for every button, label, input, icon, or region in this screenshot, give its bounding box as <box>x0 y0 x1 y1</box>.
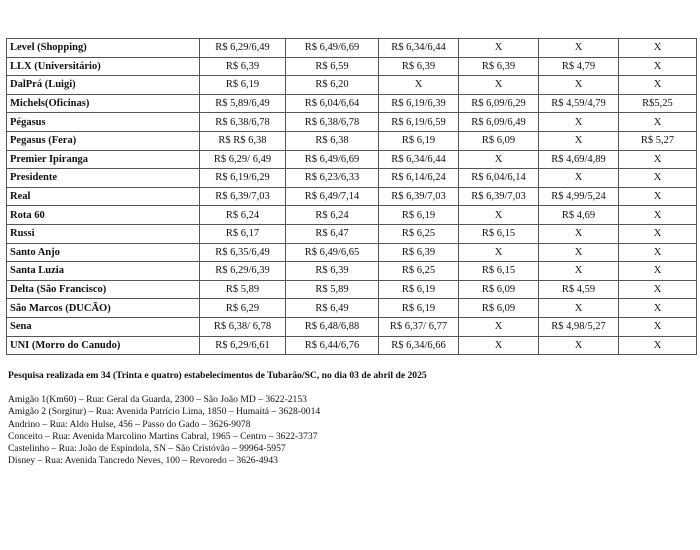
price-cell: R$ 6,34/6,44 <box>379 150 459 169</box>
station-name: São Marcos (DUCÃO) <box>7 299 200 318</box>
price-cell: X <box>459 243 539 262</box>
price-cell: R$ 4,59 <box>539 280 619 299</box>
table-row <box>7 317 697 336</box>
price-cell: R$ 6,49 <box>286 299 379 318</box>
price-cell: R$ 6,44/6,76 <box>286 336 379 355</box>
price-cell: X <box>459 39 539 58</box>
price-cell: R$ 6,47 <box>286 224 379 243</box>
price-cell: R$ 4,59/4,79 <box>539 94 619 113</box>
price-cell: R$ 5,89 <box>200 280 286 299</box>
price-cell: R$ 6,25 <box>379 262 459 281</box>
price-cell: R$ 6,19 <box>379 299 459 318</box>
price-cell: R$ 6,19 <box>200 76 286 95</box>
price-cell: R$ 6,14/6,24 <box>379 169 459 188</box>
price-cell: X <box>539 39 619 58</box>
station-name: Delta (São Francisco) <box>7 280 200 299</box>
price-cell: R$ 6,19 <box>379 206 459 225</box>
price-cell: X <box>619 150 697 169</box>
price-table <box>6 38 697 355</box>
table-row <box>7 299 697 318</box>
price-cell: R$ 6,19/6,59 <box>379 113 459 132</box>
address-line: Amigão 1(Km60) – Rua: Geral da Guarda, 2300 – São João MD – 3622-2153 <box>8 394 307 405</box>
price-cell: R$ 6,39/7,03 <box>200 187 286 206</box>
price-cell: R$ 6,09 <box>459 280 539 299</box>
station-name: Michels(Oficinas) <box>7 94 200 113</box>
table-row <box>7 280 697 299</box>
table-row <box>7 131 697 150</box>
station-name: UNI (Morro do Canudo) <box>7 336 200 355</box>
station-name: Santa Luzia <box>7 262 200 281</box>
price-cell: X <box>539 262 619 281</box>
price-cell: X <box>619 169 697 188</box>
price-cell: R$ 6,17 <box>200 224 286 243</box>
price-cell: R$ 6,38/ 6,78 <box>200 317 286 336</box>
price-cell: R$ 6,09 <box>459 299 539 318</box>
table-row <box>7 39 697 58</box>
station-name: Premier Ipiranga <box>7 150 200 169</box>
price-cell: X <box>539 169 619 188</box>
price-cell: X <box>619 113 697 132</box>
price-cell: R$ 6,24 <box>200 206 286 225</box>
price-cell: R$ 6,49/6,69 <box>286 150 379 169</box>
price-cell: X <box>459 336 539 355</box>
price-cell: R$ 6,25 <box>379 224 459 243</box>
station-name: Presidente <box>7 169 200 188</box>
price-cell: R$ 6,09 <box>459 131 539 150</box>
address-line: Amigão 2 (Sorgitur) – Rua: Avenida Patrício Lima, 1850 – Humaitá – 3628-0014 <box>8 406 321 418</box>
station-name: Sena <box>7 317 200 336</box>
price-cell: R$ 6,19 <box>379 280 459 299</box>
price-cell: X <box>619 336 697 355</box>
price-cell: R$ 5,89/6,49 <box>200 94 286 113</box>
price-cell: X <box>619 299 697 318</box>
price-cell: R$ 6,39 <box>200 57 286 76</box>
price-cell: R$ 6,39 <box>286 262 379 281</box>
price-cell: X <box>539 131 619 150</box>
station-name: DalPrá (Luigi) <box>7 76 200 95</box>
price-cell: X <box>459 76 539 95</box>
price-cell: R$ 6,39/7,03 <box>379 187 459 206</box>
price-cell: X <box>539 113 619 132</box>
price-cell: R$ 6,04/6,64 <box>286 94 379 113</box>
price-cell: R$ 6,35/6,49 <box>200 243 286 262</box>
price-cell: R$ 5,89 <box>286 280 379 299</box>
price-cell: R$ 6,49/6,65 <box>286 243 379 262</box>
price-cell: X <box>619 262 697 281</box>
station-name: Santo Anjo <box>7 243 200 262</box>
price-cell: R$ 6,29/6,61 <box>200 336 286 355</box>
table-row <box>7 224 697 243</box>
price-cell: X <box>619 187 697 206</box>
station-name: Russi <box>7 224 200 243</box>
price-cell: X <box>619 76 697 95</box>
price-cell: X <box>619 224 697 243</box>
price-cell: R$ 4,69 <box>539 206 619 225</box>
price-cell: X <box>619 206 697 225</box>
table-row <box>7 113 697 132</box>
price-cell: R$ 6,34/6,66 <box>379 336 459 355</box>
address-line: Andrino – Rua: Aldo Hulse, 456 – Passo do Gado – 3626-9078 <box>8 418 251 430</box>
price-cell: X <box>619 317 697 336</box>
price-cell: X <box>539 76 619 95</box>
address-list <box>8 394 320 468</box>
price-cell: R$ R$ 6,38 <box>200 131 286 150</box>
table-row <box>7 169 697 188</box>
table-row <box>7 206 697 225</box>
price-cell: R$ 6,29/6,39 <box>200 262 286 281</box>
price-cell: R$ 6,20 <box>286 76 379 95</box>
price-cell: R$ 6,19/6,39 <box>379 94 459 113</box>
price-cell: R$ 6,29/6,49 <box>200 39 286 58</box>
station-name: Pegasus (Fera) <box>7 131 200 150</box>
table-row <box>7 94 697 113</box>
price-cell: X <box>459 206 539 225</box>
station-name: Real <box>7 187 200 206</box>
price-table-body <box>7 39 697 355</box>
address-line: Disney – Rua: Avenida Tancredo Neves, 100 – Revoredo – 3626-4943 <box>8 455 278 467</box>
address-line: Conceito – Rua: Avenida Marcolino Martins Cabral, 1965 – Centro – 3622-3737 <box>8 430 318 442</box>
price-cell: X <box>539 224 619 243</box>
price-cell: X <box>619 280 697 299</box>
station-name: Level (Shopping) <box>7 39 200 58</box>
price-cell: R$ 6,39 <box>379 243 459 262</box>
price-cell: R$ 6,39 <box>459 57 539 76</box>
price-cell: X <box>539 243 619 262</box>
price-cell: R$ 6,39 <box>379 57 459 76</box>
price-cell: X <box>619 39 697 58</box>
table-row <box>7 150 697 169</box>
price-cell: R$ 6,29/ 6,49 <box>200 150 286 169</box>
survey-note: Pesquisa realizada em 34 (Trinta e quatro) estabelecimentos de Tubarão/SC, no dia 03 de abril de 2025 <box>8 370 427 381</box>
table-row <box>7 76 697 95</box>
price-cell: R$ 4,69/4,89 <box>539 150 619 169</box>
table-row <box>7 57 697 76</box>
price-cell: R$ 6,39/7,03 <box>459 187 539 206</box>
price-cell: R$ 6,15 <box>459 262 539 281</box>
price-cell: R$ 6,09/6,49 <box>459 113 539 132</box>
price-cell: R$5,25 <box>619 94 697 113</box>
price-cell: X <box>539 336 619 355</box>
price-cell: X <box>379 76 459 95</box>
address-line: Castelinho – Rua: João de Espíndola, SN – São Cristóvão – 99964-5957 <box>8 443 286 455</box>
price-cell: R$ 6,49/6,69 <box>286 39 379 58</box>
price-cell: R$ 6,09/6,29 <box>459 94 539 113</box>
price-cell: R$ 5,27 <box>619 131 697 150</box>
price-cell: X <box>539 299 619 318</box>
price-cell: R$ 6,19/6,29 <box>200 169 286 188</box>
price-cell: R$ 6,38/6,78 <box>200 113 286 132</box>
price-cell: X <box>619 57 697 76</box>
price-cell: R$ 6,59 <box>286 57 379 76</box>
price-cell: R$ 6,37/ 6,77 <box>379 317 459 336</box>
table-row <box>7 262 697 281</box>
price-cell: R$ 6,04/6,14 <box>459 169 539 188</box>
station-name: Pégasus <box>7 113 200 132</box>
price-cell: R$ 6,49/7,14 <box>286 187 379 206</box>
price-cell: R$ 6,48/6,88 <box>286 317 379 336</box>
station-name: LLX (Universitário) <box>7 57 200 76</box>
price-cell: R$ 4,79 <box>539 57 619 76</box>
price-cell: R$ 6,15 <box>459 224 539 243</box>
price-cell: R$ 6,34/6,44 <box>379 39 459 58</box>
table-row <box>7 187 697 206</box>
price-cell: R$ 6,23/6,33 <box>286 169 379 188</box>
table-row <box>7 243 697 262</box>
price-cell: R$ 6,38 <box>286 131 379 150</box>
price-cell: X <box>459 150 539 169</box>
station-name: Rota 60 <box>7 206 200 225</box>
price-cell: X <box>459 317 539 336</box>
price-cell: X <box>619 243 697 262</box>
table-row <box>7 336 697 355</box>
price-cell: R$ 6,24 <box>286 206 379 225</box>
price-cell: R$ 6,19 <box>379 131 459 150</box>
price-cell: R$ 4,99/5,24 <box>539 187 619 206</box>
price-cell: R$ 6,29 <box>200 299 286 318</box>
price-cell: R$ 6,38/6,78 <box>286 113 379 132</box>
price-cell: R$ 4,98/5,27 <box>539 317 619 336</box>
